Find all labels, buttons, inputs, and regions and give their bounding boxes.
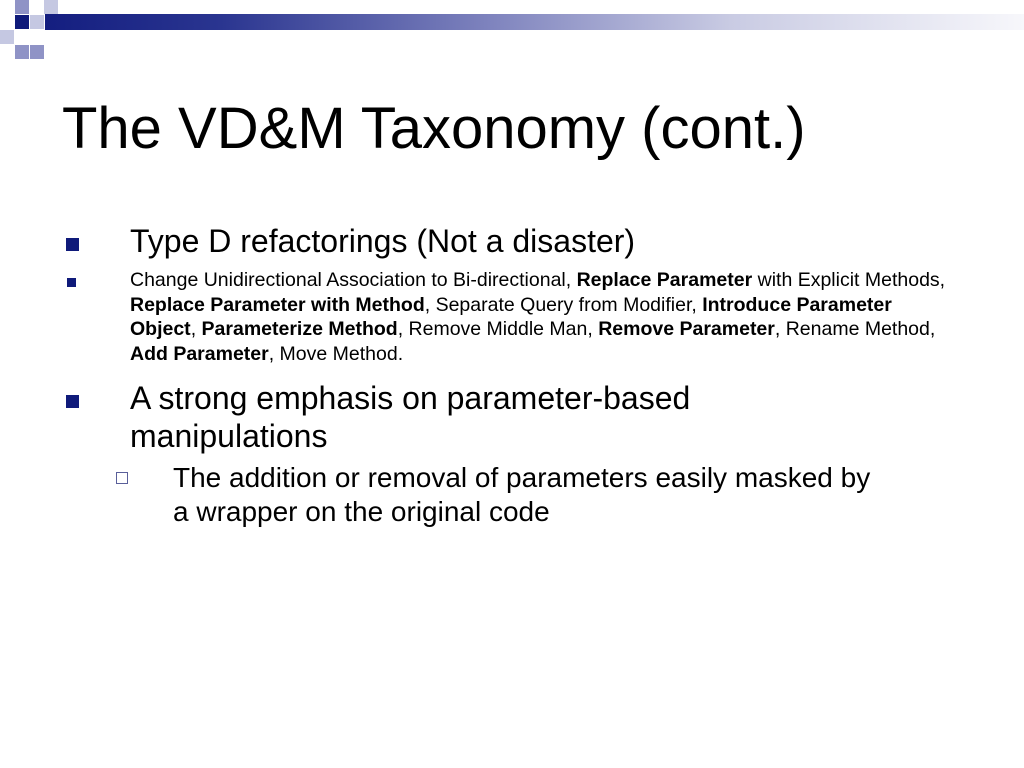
text-run-bold: Add Parameter bbox=[130, 343, 269, 366]
sub-bullet-item bbox=[62, 461, 873, 529]
bullet-item bbox=[62, 222, 962, 260]
text-run: Change Unidirectional Association to Bi-directional, bbox=[130, 269, 577, 291]
text-run-bold: Replace Parameter bbox=[576, 269, 753, 291]
text-run-bold: Introduce Parameter Object bbox=[130, 293, 892, 341]
bullet-item bbox=[62, 379, 850, 455]
decor-square bbox=[44, 0, 58, 14]
text-run: , Remove Middle Man, bbox=[397, 318, 599, 341]
decor-square bbox=[15, 15, 29, 29]
slide-title: The VD&M Taxonomy (cont.) bbox=[62, 96, 806, 161]
text-run-bold: Parameterize Method bbox=[201, 318, 398, 341]
text-run: , bbox=[190, 318, 202, 341]
decor-square bbox=[30, 45, 44, 59]
decor-square bbox=[15, 45, 29, 59]
slide-body bbox=[62, 222, 962, 529]
decor-square bbox=[15, 0, 29, 14]
text-run-bold: Replace Parameter with Method bbox=[130, 293, 425, 316]
bullet-text bbox=[130, 269, 945, 365]
text-run: with Explicit Methods, bbox=[752, 269, 946, 291]
decor-square bbox=[0, 30, 14, 44]
text-run: , Rename Method, bbox=[774, 318, 936, 341]
text-run: , Move Method. bbox=[268, 343, 404, 366]
header-gradient-bar bbox=[45, 14, 1024, 30]
hollow-square-bullet-icon bbox=[116, 472, 128, 484]
bullet-text: Type D refactorings (Not a disaster) bbox=[130, 223, 636, 259]
text-run: , Separate Query from Modifier, bbox=[424, 293, 703, 316]
bullet-item bbox=[62, 268, 950, 367]
decor-square bbox=[30, 15, 44, 29]
square-bullet-icon bbox=[66, 395, 79, 408]
square-bullet-icon bbox=[67, 278, 76, 287]
text-run-bold: Remove Parameter bbox=[598, 318, 775, 341]
sub-bullet-text: The addition or removal of parameters easily masked by a wrapper on the original code bbox=[173, 461, 871, 527]
bullet-text: A strong emphasis on parameter-based manipulations bbox=[130, 379, 691, 454]
square-bullet-icon bbox=[66, 238, 79, 251]
